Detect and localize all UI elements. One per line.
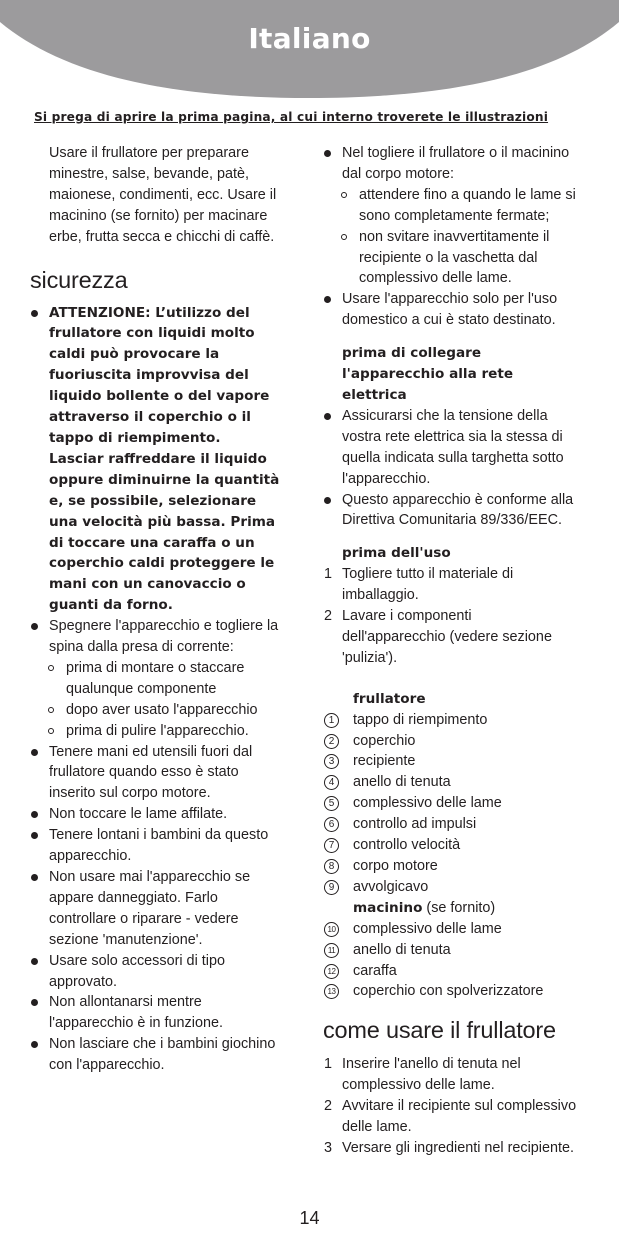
unplug-sub-item: dopo aver usato l'apparecchio	[30, 700, 300, 721]
unplug-sub-item: prima di montare o staccare qualunque componente	[30, 658, 300, 700]
part-item: 9 avvolgicavo	[323, 877, 595, 898]
safety-item: Non usare mai l'apparecchio se appare danneggiato. Farlo controllare o riparare - vedere sezione 'manutenzione'.	[30, 867, 300, 951]
safety-heading: sicurezza	[30, 266, 128, 293]
circled-number: 9	[324, 880, 339, 895]
circled-number: 3	[324, 754, 339, 769]
domestic-use-item: Usare l'apparecchio solo per l'uso domestico a cui è stato destinato.	[323, 289, 595, 331]
part-item: 12 caraffa	[323, 961, 595, 982]
circled-number: 10	[324, 922, 339, 937]
language-title: Italiano	[248, 22, 371, 55]
circled-number: 6	[324, 817, 339, 832]
before-use-step: 2 Lavare i componenti dell'apparecchio (vedere sezione 'pulizia').	[324, 608, 552, 666]
circled-number: 7	[324, 838, 339, 853]
safety-item: Non allontanarsi mentre l'apparecchio è in funzione.	[30, 992, 300, 1034]
voltage-check-item: Assicurarsi che la tensione della vostra rete elettrica sia la stessa di quella indicata sulla targhetta sotto l'apparecchio.	[323, 406, 595, 490]
circled-number: 1	[324, 713, 339, 728]
unplug-instruction: Spegnere l'apparecchio e togliere la spina dalla presa di corrente:	[30, 616, 300, 658]
safety-item: Usare solo accessori di tipo approvato.	[30, 951, 300, 993]
how-to-step: 3 Versare gli ingredienti nel recipiente.	[324, 1139, 574, 1156]
part-item: 1 tappo di riempimento	[323, 710, 595, 731]
circled-number: 5	[324, 796, 339, 811]
part-item: 10 complessivo delle lame	[323, 919, 595, 940]
before-use-step: 1 Togliere tutto il materiale di imballaggio.	[324, 566, 514, 604]
safety-item: Tenere lontani i bambini da questo apparecchio.	[30, 825, 300, 867]
part-item: 4 anello di tenuta	[323, 772, 595, 793]
how-to-use-heading: come usare il frullatore	[323, 1017, 556, 1044]
removal-sub-item: attendere fino a quando le lame si sono completamente fermate;	[323, 185, 595, 227]
warning-hot-liquids: ATTENZIONE: L’utilizzo del frullatore con liquidi molto caldi può provocare la fuoriuscita improvvisa del liquido bollente o del vapore attraverso il coperchio o il tappo di riempimento. Lasciar raffreddare il liquido oppure diminuirne la quantità e, se possibile, selezionare una velocità più bassa. Prima di toccare una caraffa o un coperchio caldi proteggere le mani con un canovaccio o guanti da forno.	[30, 303, 300, 617]
safety-item: Tenere mani ed utensili fuori dal frullatore quando esso è stato inserito sul corpo motore.	[30, 742, 300, 805]
part-item: 2 coperchio	[323, 731, 595, 752]
directive-item: Questo apparecchio è conforme alla Direttiva Comunitaria 89/336/EEC.	[323, 490, 595, 532]
circled-number: 2	[324, 734, 339, 749]
part-item: 7 controllo velocità	[323, 835, 595, 856]
grinder-parts-heading: macinino (se fornito)	[353, 899, 496, 916]
left-column	[30, 143, 300, 1076]
before-use-heading: prima dell'uso	[342, 545, 451, 562]
unplug-sub-item: prima di pulire l'apparecchio.	[30, 721, 300, 742]
circled-number: 12	[324, 964, 339, 979]
part-item: 5 complessivo delle lame	[323, 793, 595, 814]
safety-item: Non toccare le lame affilate.	[30, 804, 300, 825]
safety-item: Non lasciare che i bambini giochino con l'apparecchio.	[30, 1034, 300, 1076]
part-item: 13 coperchio con spolverizzatore	[323, 981, 595, 1002]
circled-number: 8	[324, 859, 339, 874]
header-band	[0, 0, 619, 102]
illustrations-note: Si prega di aprire la prima pagina, al cui interno troverete le illustrazioni	[34, 110, 549, 124]
how-to-step: 1 Inserire l'anello di tenuta nel complessivo delle lame.	[324, 1056, 521, 1094]
blender-parts-heading: frullatore	[353, 690, 426, 707]
part-item: 8 corpo motore	[323, 856, 595, 877]
how-to-step: 2 Avvitare il recipiente sul complessivo delle lame.	[324, 1098, 577, 1136]
page-number: 14	[299, 1208, 320, 1228]
part-item: 11 anello di tenuta	[323, 940, 595, 961]
circled-number: 4	[324, 775, 339, 790]
intro-paragraph: Usare il frullatore per preparare minestre, salse, bevande, patè, maionese, condimenti, ecc. Usare il macinino (se fornito) per macinare erbe, frutta secca e chicchi di caffè.	[49, 145, 277, 245]
circled-number: 13	[324, 984, 339, 999]
removal-sub-item: non svitare inavvertitamente il recipiente o la vaschetta dal complessivo delle lame.	[323, 227, 595, 290]
removal-instruction: Nel togliere il frullatore o il macinino dal corpo motore:	[323, 143, 595, 185]
circled-number: 11	[324, 943, 339, 958]
part-item: 3 recipiente	[323, 751, 595, 772]
right-column	[323, 143, 595, 1159]
before-plug-heading: prima di collegare l'apparecchio alla rete elettrica	[342, 345, 514, 403]
part-item: 6 controllo ad impulsi	[323, 814, 595, 835]
